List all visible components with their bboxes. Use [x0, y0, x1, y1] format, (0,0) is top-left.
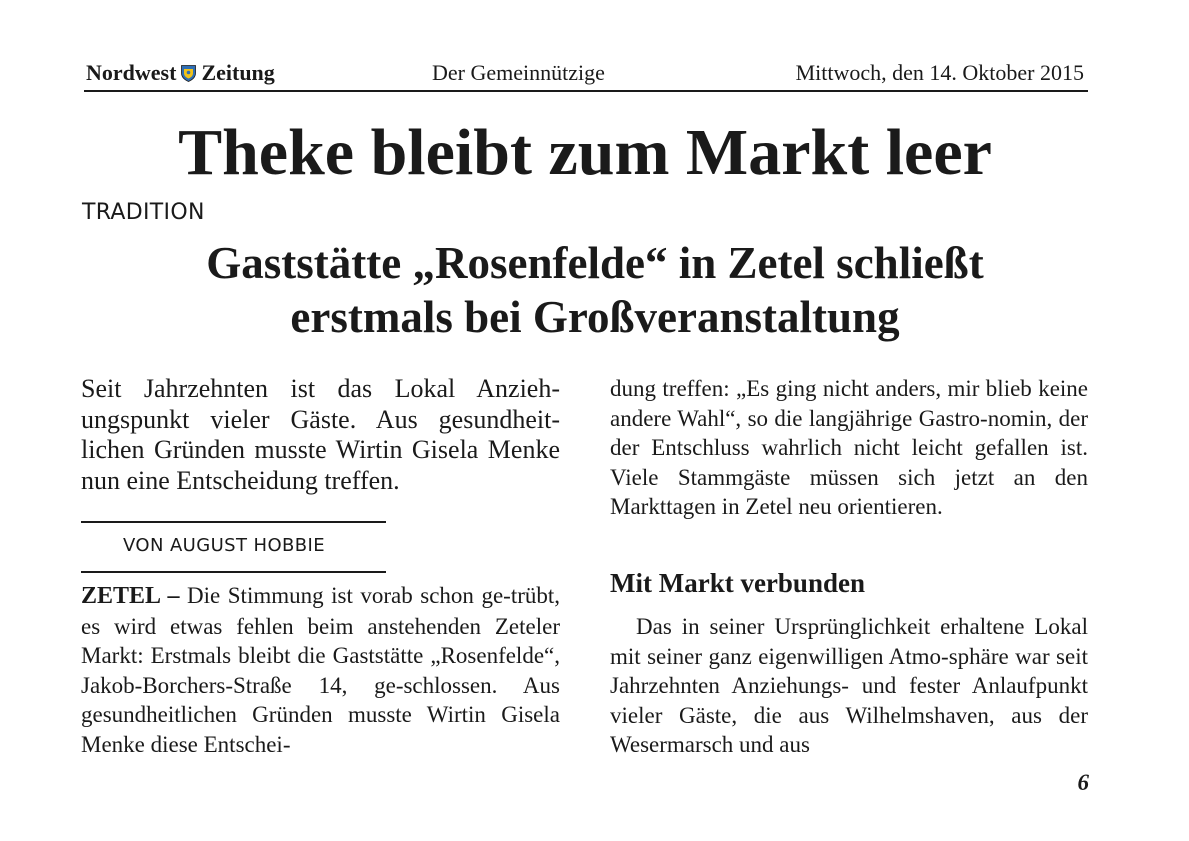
kicker: TRADITION	[82, 200, 205, 225]
newspaper-name-right: Zeitung	[201, 60, 275, 85]
byline: VON AUGUST HOBBIE	[123, 535, 325, 556]
subheadline	[60, 236, 1130, 344]
article-body-right-bottom: Das in seiner Ursprünglichkeit erhaltene Lokal mit seiner ganz eigenwilligen Atmo-sphäre war seit Jahrzehnten Anziehungs- und fester Anlaufpunkt vieler Gäste, die aus Wilhelmshaven, aus der Wesermarsch und aus	[610, 614, 1088, 758]
coat-of-arms-icon	[181, 65, 196, 82]
issue-date: Mittwoch, den 14. Oktober 2015	[795, 60, 1084, 85]
lead-paragraph: Seit Jahrzehnten ist das Lokal Anzieh-ungspunkt vieler Gäste. Aus gesundheit-lichen Gründen musste Wirtin Gisela Menke nun eine Entscheidung treffen.	[81, 374, 560, 495]
subheadline-line-2: erstmals bei Großveranstaltung	[290, 292, 900, 342]
subheadline-line-1: Gaststätte „Rosenfelde“ in Zetel schließt	[206, 238, 984, 288]
article-text-left: Die Stimmung ist vorab schon ge-trübt, es wird etwas fehlen beim anstehenden Zeteler Markt: Erstmals bleibt die Gaststätte „Rosenfelde“, Jakob-Borchers-Straße 14, ge-schlossen. Aus gesundheitlichen Gründen musste Wirtin Gisela Menke diese Entschei-	[81, 583, 561, 757]
byline-rule-bottom	[81, 571, 386, 573]
article-body-right-top: dung treffen: „Es ging nicht anders, mir blieb keine andere Wahl“, so die langjährige Gastro-nomin, der der Entschluss wahrlich nicht leicht gefallen ist. Viele Stammgäste müssen sich jetzt an den Markttagen in Zetel neu orientieren.	[610, 376, 1088, 520]
masthead	[84, 56, 1088, 92]
byline-rule-top	[81, 521, 386, 523]
section-name: Der Gemeinnützige	[432, 60, 605, 85]
article-body-left	[81, 581, 560, 760]
page-number: 6	[1077, 770, 1089, 795]
section-subheading: Mit Markt verbunden	[610, 568, 865, 598]
dateline: ZETEL –	[81, 583, 180, 609]
newspaper-name-left: Nordwest	[86, 60, 177, 85]
newspaper-name	[86, 60, 275, 86]
headline: Theke bleibt zum Markt leer	[178, 116, 992, 189]
